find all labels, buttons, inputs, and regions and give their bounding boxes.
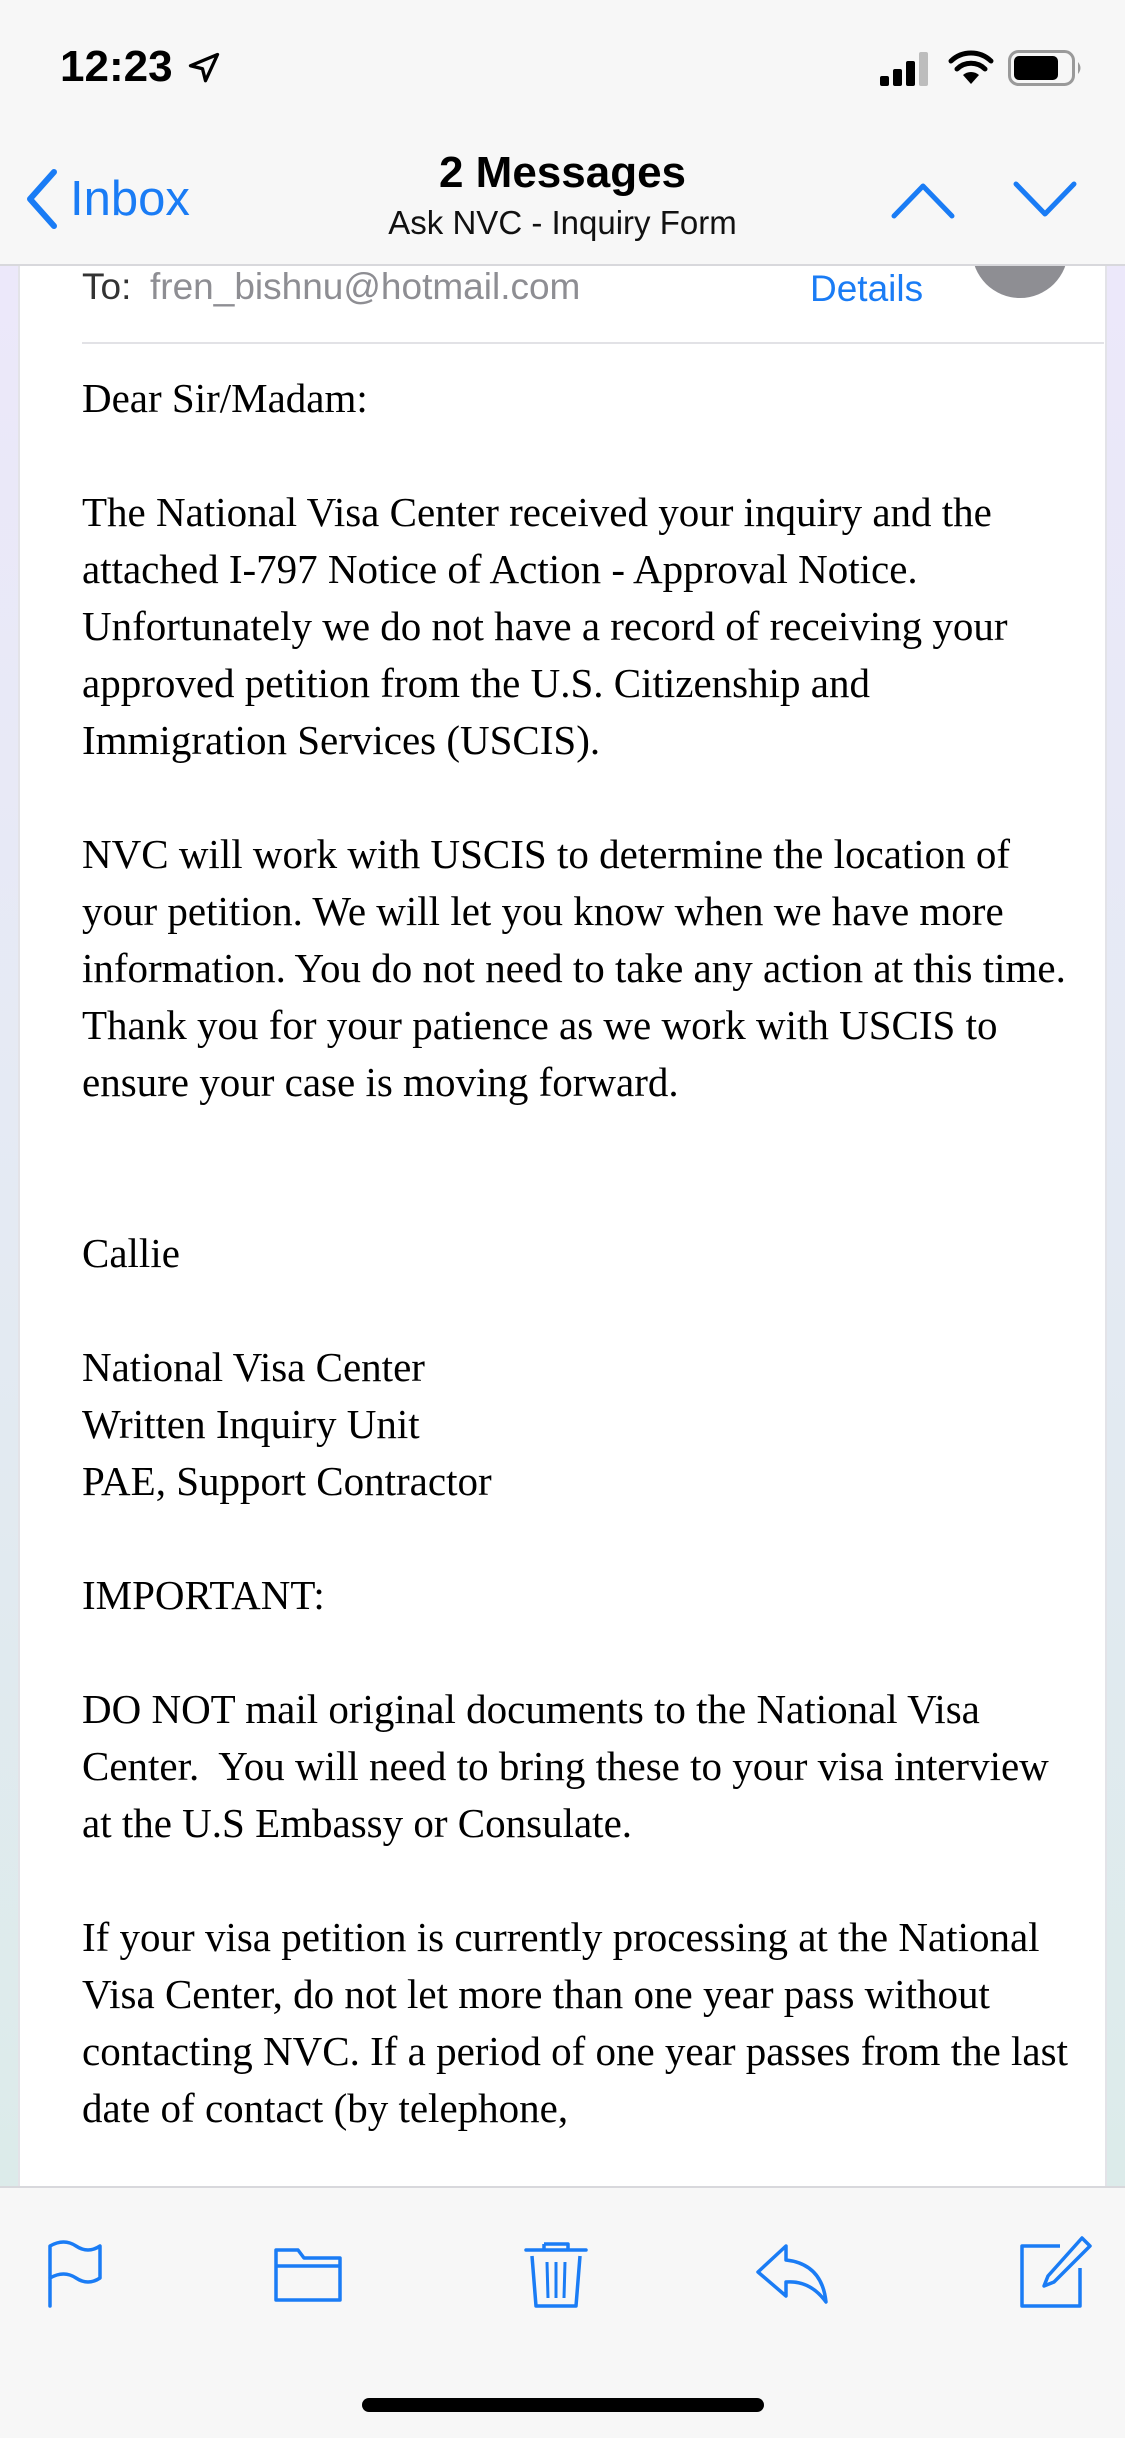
status-bar xyxy=(0,0,1125,140)
cellular-signal-icon xyxy=(880,52,932,86)
body-paragraph-2: NVC will work with USCIS to determine the location of your petition. We will let you know when we have more information. You do not need to take any action at this time. Thank you for your patience as we work with USCIS to ensure your case is moving forward. xyxy=(82,831,1066,1105)
background-tint-left xyxy=(0,260,18,2190)
trash-icon[interactable] xyxy=(516,2232,596,2312)
recipient-address[interactable]: fren_bishnu@hotmail.com xyxy=(150,266,581,307)
recipient-row xyxy=(82,262,1072,342)
status-time: 12:23 xyxy=(60,42,173,91)
details-link[interactable]: Details xyxy=(810,268,924,309)
navigation-bar xyxy=(0,140,1125,266)
greeting: Dear Sir/Madam: xyxy=(82,375,368,421)
body-paragraph-4: If your visa petition is currently processing at the National Visa Center, do not let more than one year pass without contacting NVC. If a period of one year passes from the last date of contact (by telephone, xyxy=(82,1914,1068,2131)
home-indicator[interactable] xyxy=(362,2398,764,2412)
card-edge-right xyxy=(1105,260,1107,2190)
location-arrow-icon xyxy=(186,50,222,86)
chevron-down-icon[interactable] xyxy=(1010,172,1080,228)
body-paragraph-1: The National Visa Center received your inquiry and the attached I-797 Notice of Action - Approval Notice. Unfortunately we do not have a record of receiving your approved petition from the U.S. Citizenship and Immigration Services (USCIS). xyxy=(82,489,1008,763)
compose-icon[interactable] xyxy=(1014,2232,1094,2312)
signature-contractor: PAE, Support Contractor xyxy=(82,1458,492,1504)
header-divider xyxy=(82,342,1104,344)
battery-icon xyxy=(1008,50,1084,86)
page-title: 2 Messages xyxy=(438,148,687,197)
signature-org: National Visa Center xyxy=(82,1344,425,1390)
important-heading: IMPORTANT: xyxy=(82,1572,325,1618)
card-edge-left xyxy=(18,260,20,2190)
background-tint-right xyxy=(1107,260,1125,2190)
signature-unit: Written Inquiry Unit xyxy=(82,1401,420,1447)
body-paragraph-3: DO NOT mail original documents to the National Visa Center. You will need to bring these to your visa interview at the U.S Embassy or Consulate. xyxy=(82,1686,1060,1846)
wifi-icon xyxy=(948,48,994,86)
message-subject: Ask NVC - Inquiry Form xyxy=(388,204,737,241)
chevron-up-icon[interactable] xyxy=(888,172,958,228)
folder-icon[interactable] xyxy=(268,2232,348,2312)
flag-icon[interactable] xyxy=(34,2232,114,2312)
to-label: To: xyxy=(82,266,132,307)
email-body xyxy=(82,370,1082,2137)
signature-name: Callie xyxy=(82,1230,180,1276)
reply-icon[interactable] xyxy=(752,2232,832,2312)
back-label: Inbox xyxy=(70,172,190,226)
